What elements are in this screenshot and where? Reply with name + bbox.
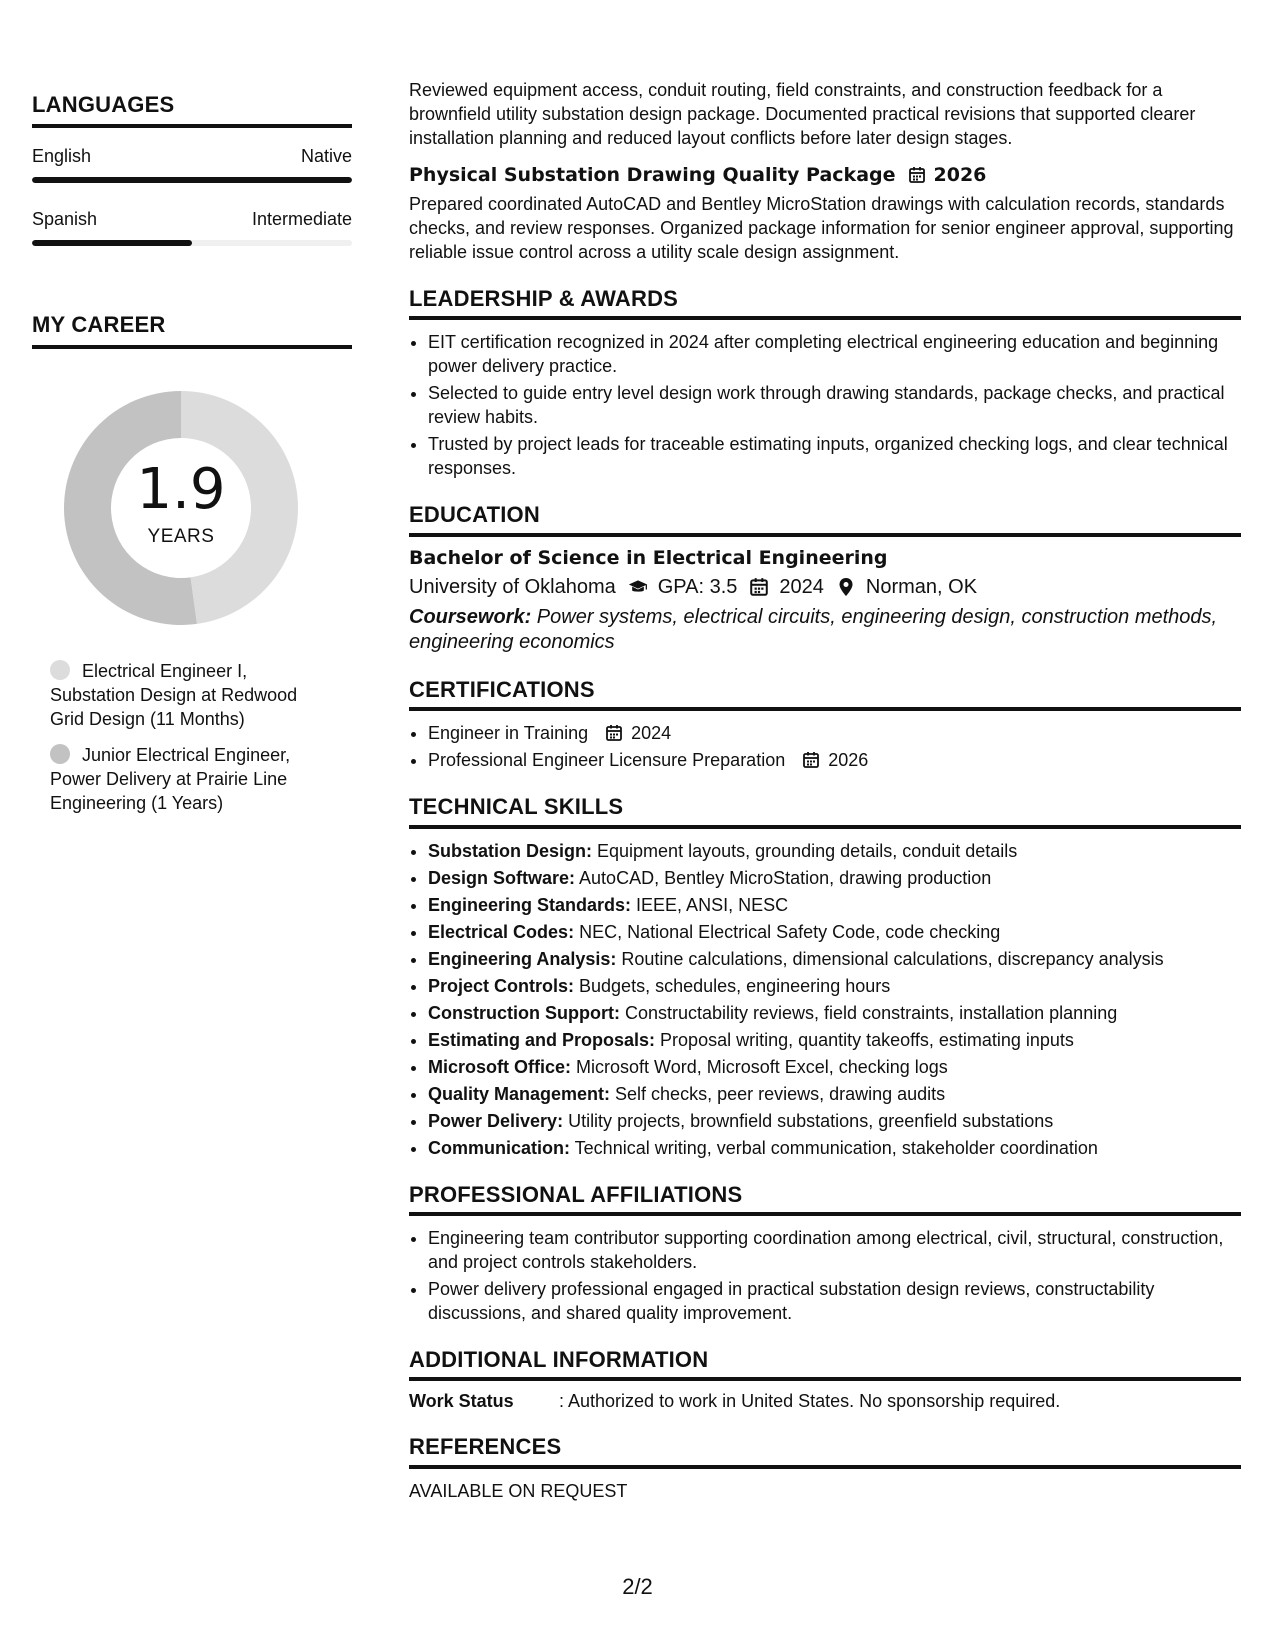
- legend-dot-icon: [50, 744, 70, 764]
- calendar-icon: [605, 724, 623, 742]
- language-proficiency-bar: [32, 177, 352, 183]
- skill-item: [428, 947, 1241, 971]
- skill-values: Routine calculations, dimensional calculations, discrepancy analysis: [616, 948, 1164, 969]
- project-title-row: [409, 164, 1241, 186]
- project-title: Physical Substation Drawing Quality Package: [409, 164, 896, 186]
- school-location: Norman, OK: [865, 575, 978, 598]
- references-text: AVAILABLE ON REQUEST: [409, 1480, 628, 1501]
- certifications-section: [409, 677, 1241, 772]
- graduation-year: 2024: [779, 575, 824, 598]
- gpa: GPA: 3.5: [657, 575, 738, 598]
- skill-item: [428, 866, 1241, 890]
- skill-values: Microsoft Word, Microsoft Excel, checking logs: [571, 1056, 948, 1077]
- language-item: [32, 209, 352, 246]
- additional-heading: ADDITIONAL INFORMATION: [409, 1347, 1241, 1381]
- skills-list: [409, 839, 1241, 1160]
- skill-category: Engineering Standards:: [428, 894, 632, 915]
- career-legend: [50, 659, 320, 815]
- list-item: • Engineering team contributor supporting coordination among electrical, civil, structural, construction, and project controls stakeholders.: [428, 1226, 1241, 1274]
- certification-item: [428, 721, 1241, 745]
- certification-item: [428, 748, 1241, 772]
- skill-category: Construction Support:: [428, 1002, 620, 1023]
- certifications-heading: CERTIFICATIONS: [409, 677, 1241, 711]
- career-total-unit: YEARS: [147, 525, 215, 547]
- affiliations-heading: PROFESSIONAL AFFILIATIONS: [409, 1182, 1241, 1216]
- coursework: [409, 605, 1241, 655]
- skill-item: [428, 893, 1241, 917]
- languages-section: [32, 92, 352, 246]
- language-item: [32, 146, 352, 183]
- language-level: Native: [300, 146, 352, 167]
- skill-item: [428, 1109, 1241, 1133]
- skill-item: [428, 1001, 1241, 1025]
- skill-category: Design Software:: [428, 867, 576, 888]
- coursework-text: Power systems, electrical circuits, engineering design, construction methods, engineering economics: [409, 605, 1218, 653]
- right-column: [409, 78, 1241, 1502]
- skill-values: Budgets, schedules, engineering hours: [574, 975, 891, 996]
- experience-continued: [409, 78, 1241, 264]
- skill-item: [428, 1082, 1241, 1106]
- references-section: [409, 1434, 1241, 1501]
- work-status-label: Work Status: [409, 1391, 514, 1412]
- skill-item: [428, 974, 1241, 998]
- career-legend-item: [50, 659, 320, 731]
- skill-item: [428, 1028, 1241, 1052]
- skill-category: Quality Management:: [428, 1083, 611, 1104]
- skill-values: Self checks, peer reviews, drawing audits: [610, 1083, 946, 1104]
- skill-item: [428, 839, 1241, 863]
- affiliations-list: [409, 1226, 1241, 1325]
- language-name: English: [32, 146, 92, 167]
- project-year: 2026: [933, 164, 987, 186]
- list-item: • Selected to guide entry level design work through drawing standards, package checks, and practical review habits.: [428, 381, 1241, 429]
- skill-category: Microsoft Office:: [428, 1056, 572, 1077]
- degree-title: Bachelor of Science in Electrical Engineering: [409, 546, 888, 569]
- certification-name: Engineer in Training: [428, 723, 589, 744]
- skill-values: Technical writing, verbal communication, stakeholder coordination: [570, 1137, 1098, 1158]
- calendar-icon: [908, 166, 926, 184]
- graduation-cap-icon: [628, 577, 648, 597]
- location-pin-icon: [836, 577, 856, 597]
- skill-values: Constructability reviews, field constraints, installation planning: [619, 1002, 1118, 1023]
- certification-name: Professional Engineer Licensure Preparation: [428, 750, 786, 771]
- donut-center: [56, 383, 306, 633]
- skill-values: Proposal writing, quantity takeoffs, estimating inputs: [655, 1029, 1074, 1050]
- experience-paragraph: Reviewed equipment access, conduit routing, field constraints, and construction feedback for a brownfield utility substation design package. Documented practical revisions that supported clearer installation planning and reduced layout conflicts before later design stages.: [409, 80, 1196, 148]
- skills-section: [409, 794, 1241, 1159]
- skill-item: [428, 920, 1241, 944]
- skill-category: Communication:: [428, 1137, 570, 1158]
- language-proficiency-bar: [32, 240, 352, 246]
- skill-values: Utility projects, brownfield substations, greenfield substations: [563, 1110, 1054, 1131]
- career-role-label: Electrical Engineer I, Substation Design at Redwood Grid Design (11 Months): [50, 660, 298, 729]
- certifications-list: [409, 721, 1241, 772]
- skills-heading: TECHNICAL SKILLS: [409, 794, 1241, 828]
- language-name: Spanish: [32, 209, 98, 230]
- left-column: [32, 92, 352, 827]
- list-item: • EIT certification recognized in 2024 after completing electrical engineering education and beginning power delivery practice.: [428, 330, 1241, 378]
- skill-category: Engineering Analysis:: [428, 948, 617, 969]
- skill-category: Estimating and Proposals:: [428, 1029, 656, 1050]
- leadership-list: [409, 330, 1241, 480]
- education-heading: EDUCATION: [409, 502, 1241, 536]
- certification-year: 2024: [631, 723, 672, 744]
- calendar-icon: [749, 577, 769, 597]
- coursework-label: Coursework:: [409, 605, 532, 628]
- additional-section: [409, 1347, 1241, 1412]
- page-number: 2/2: [622, 1574, 653, 1599]
- skill-values: NEC, National Electrical Safety Code, code checking: [574, 921, 1001, 942]
- certification-year: 2026: [828, 750, 869, 771]
- career-section: [32, 312, 352, 814]
- career-role-label: Junior Electrical Engineer, Power Delivery at Prairie Line Engineering (1 Years): [50, 744, 291, 813]
- career-legend-item: [50, 743, 320, 815]
- language-proficiency-fill: [32, 240, 192, 246]
- skill-category: Power Delivery:: [428, 1110, 564, 1131]
- project-paragraph: Prepared coordinated AutoCAD and Bentley MicroStation drawings with calculation records, standards checks, and review responses. Organized package information for senior engineer approval, supporting reliable issue control across a utility scale design assignment.: [409, 194, 1234, 262]
- skill-category: Project Controls:: [428, 975, 575, 996]
- references-heading: REFERENCES: [409, 1434, 1241, 1468]
- legend-dot-icon: [50, 660, 70, 680]
- skill-item: [428, 1136, 1241, 1160]
- work-status-value: : Authorized to work in United States. No sponsorship required.: [559, 1391, 1061, 1412]
- affiliations-section: [409, 1182, 1241, 1325]
- calendar-icon: [802, 751, 820, 769]
- skill-values: Equipment layouts, grounding details, conduit details: [592, 840, 1018, 861]
- skill-values: AutoCAD, Bentley MicroStation, drawing production: [575, 867, 992, 888]
- school-name: University of Oklahoma: [409, 575, 616, 598]
- language-level: Intermediate: [251, 209, 352, 230]
- language-proficiency-fill: [32, 177, 352, 183]
- list-item: • Trusted by project leads for traceable estimating inputs, organized checking logs, and clear technical responses.: [428, 432, 1241, 480]
- education-section: [409, 502, 1241, 654]
- work-status-row: [409, 1391, 1241, 1412]
- education-meta: [409, 573, 1241, 601]
- list-item: • Power delivery professional engaged in practical substation design reviews, constructability discussions, and shared quality improvement.: [428, 1277, 1241, 1325]
- career-donut-chart: [56, 383, 306, 633]
- career-heading: MY CAREER: [32, 312, 352, 348]
- leadership-section: [409, 286, 1241, 480]
- skill-category: Electrical Codes:: [428, 921, 575, 942]
- skill-values: IEEE, ANSI, NESC: [631, 894, 789, 915]
- languages-heading: LANGUAGES: [32, 92, 352, 128]
- skill-item: [428, 1055, 1241, 1079]
- skill-category: Substation Design:: [428, 840, 593, 861]
- career-total-value: 1.9: [136, 456, 226, 522]
- leadership-heading: LEADERSHIP & AWARDS: [409, 286, 1241, 320]
